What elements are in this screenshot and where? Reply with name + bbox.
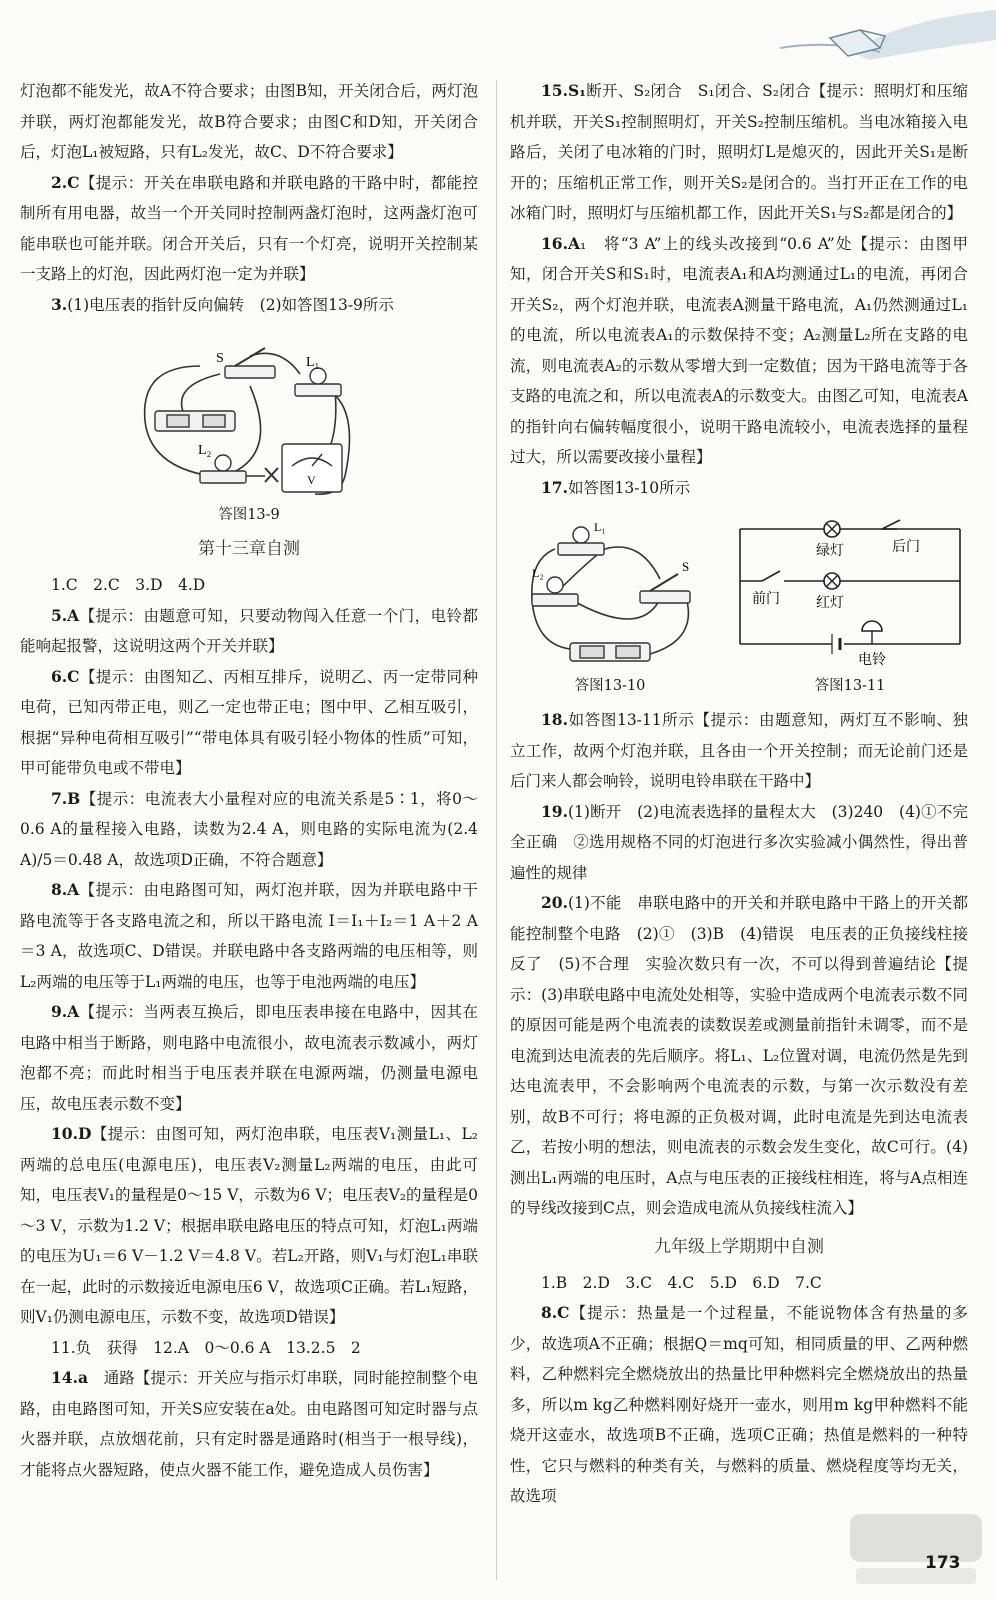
answer-2: 2.C【提示：开关在串联电路和并联电路的干路中时，都能控制所有用电器，故当一个开关同时控制两盏灯泡时，这两盏灯泡可能串联也可能并联。闭合开关后，只有一个灯亮，说明开关控制某一支路上的灯泡，因此两灯泡一定为并联】 [20, 172, 478, 283]
answer-17: 17.如答图13-10所示 [541, 477, 691, 497]
label-lamp-l2: L₂ [532, 566, 544, 580]
label-lamp-l1: L₁ [594, 520, 606, 534]
left-block-1 [20, 76, 478, 320]
label-front-door: 前门 [752, 592, 780, 607]
answer-8: 8.A【提示：由电路图可知，两灯泡并联，因为并联电路中干路电流等于各支路电流之和，所以干路电流 I＝I₁＋I₂＝1 A＋2 A＝3 A，故选项C、D错误。并联电路中各支路两端的电压相等，则L₂两端的电压等于L₁两端的电压，也等于电池两端的电压】 [20, 880, 478, 991]
answer-7: 7.B【提示：电流表大小量程对应的电流关系是5∶1，将0～0.6 A的量程接入电路，读数为2.4 A，则电路的实际电流为(2.4 A)/5＝0.48 A，故选项D正确，不符合题意】 [20, 788, 478, 869]
right-block-2 [510, 705, 968, 1224]
midterm-answer-8: 8.C【提示：热量是一个过程量，不能说物体含有热量的多少，故选项A不正确；根据Q＝mq可知，相同质量的甲、乙两种燃料，乙种燃料完全燃烧放出的热量比甲种燃料完全燃烧放出的热量多，所以m kg乙种燃料刚好烧开一壶水，则用m kg甲种燃料不能烧开这壶水，故选项B不正确，选项C正确；热值是燃料的一种特性，它只与燃料的种类有关，与燃料的质量、燃烧程度等均无关，故选项 [510, 1303, 968, 1505]
circuit-diagram-13-10 [510, 519, 710, 669]
answers-1-4: 1.C 2.C 3.D 4.D [51, 576, 206, 594]
circuit-diagram-13-11 [732, 519, 968, 669]
answer-19: 19.(1)断开 (2)电流表选择的量程太大 (3)240 (4)①不完全正确 ②选用规格不同的灯泡进行多次实验减小偶然性，得出普遍性的规律 [510, 801, 968, 882]
answer-15: 15.S₁断开、S₂闭合 S₁闭合、S₂闭合【提示：照明灯和压缩机并联，开关S₁控制照明灯，开关S₂控制压缩机。当电冰箱接入电路后，关闭了电冰箱的门时，照明灯L是熄灭的，因此开关S₁是断开的；压缩机正常工作，则开关S₂是闭合的。当打开正在工作的电冰箱门时，照明灯与压缩机都工作，因此开关S₁与S₂都是闭合的】 [510, 81, 968, 222]
figure-13-11 [732, 519, 968, 699]
answer-20: 20.(1)不能 串联电路中的开关和并联电路中干路上的开关都能控制整个电路 (2)① (3)B (4)错误 电压表的正负接线柱接反了 (5)不合理 实验次数只有一次，不可以得到普遍结论【提示：(3)串联电路中电流处处相等，实验中造成两个电流表示数不同的原因可能是两个电流表的读数误差或测量前指针未调零，而不是电流到达电流表的先后顺序。将L₁、L₂位置对调，电流仍然是先到达电流表甲，不会影响两个电流表的示数，与第一次示数没有差别，故B不可行；将电源的正负极对调，此时电流是先到达电流表乙，若按小明的想法，则电流表的示数会发生变化，故C可行。(4)测出L₁两端的电压时，A点与电压表的正接线柱相连，将与A点相连的导线改接到C点，则会造成电流从负接线柱流入】 [510, 893, 968, 1217]
section-title-midterm: 九年级上学期期中自测 [654, 1236, 824, 1257]
figure-13-9 [20, 326, 478, 526]
answer-18: 18.如答图13-11所示【提示：由题意知，两灯互不影响、独立工作，故两个灯泡并联，且各由一个开关控制；而无论前门还是后门来人都会响铃，说明电铃串联在干路中】 [510, 710, 968, 790]
midterm-answers-1-7: 1.B 2.D 3.C 4.C 5.D 6.D 7.C [541, 1273, 822, 1292]
label-green-lamp: 绿灯 [816, 544, 844, 559]
corner-logo-icon [846, 1506, 986, 1592]
label-voltmeter-v: V [307, 473, 316, 487]
answers-11-13: 11.负 获得 12.A 0～0.6 A 13.2.5 2 [51, 1338, 361, 1357]
answer-5: 5.A【提示：由题意可知，只要动物闯入任意一个门，电铃都能响起报警，这说明这两个开关并联】 [20, 605, 478, 655]
figure-caption-13-10: 答图13-10 [574, 678, 646, 694]
answer-9: 9.A【提示：当两表互换后，即电压表串接在电路中，因其在电路中相当于断路，则电路中电流很小，故电流表示数减小，两灯泡都不亮；而此时相当于电压表并联在电源两端，仍测量电源电压，故电压表示数不变】 [20, 1002, 478, 1113]
label-back-door: 后门 [892, 540, 920, 555]
right-block-3 [510, 1268, 968, 1512]
label-lamp-l1: L₁ [306, 355, 320, 370]
answer-1-continued: 灯泡都不能发光，故A不符合要求；由图B知，开关闭合后，两灯泡并联，两灯泡都能发光，故B符合要求；由图C和D知，开关闭合后，灯泡L₁被短路，只有L₂发光，故C、D不符合要求】 [20, 82, 478, 161]
answer-6: 6.C【提示：由图知乙、丙相互排斥，说明乙、丙一定带同种电荷，已知丙带正电，则乙一定也带正电；图中甲、乙相互吸引，根据“异种电荷相互吸引”“带电体具有吸引轻小物体的性质”可知，甲可能带负电或不带电】 [20, 666, 478, 777]
page-number: 173 [925, 1553, 961, 1573]
answer-10: 10.D【提示：由图可知，两灯泡串联，电压表V₁测量L₁、L₂两端的总电压(电源电压)，电压表V₂测量L₂两端的电压，由此可知，电压表V₁的量程是0～15 V，示数为6 V；电压表V₂的量程是0～3 V，示数为1.2 V；根据串联电路电压的特点可知，灯泡L₁两端的电压为U₁＝6 V－1.2 V＝4.8 V。若L₂开路，则V₁与灯泡L₁串联在一起，此时的示数接近电源电压6 V，故选项C正确。若L₁短路，则V₁仍测电源电压，示数不变，故选项D错误】 [20, 1124, 478, 1326]
answer-3: 3.(1)电压表的指针反向偏转 (2)如答图13-9所示 [51, 294, 394, 314]
label-switch-s: S [216, 351, 224, 366]
book-header-icon [0, 0, 996, 70]
circuit-diagram-13-9 [20, 326, 478, 498]
right-block-1 [510, 76, 968, 503]
right-column [510, 76, 968, 1512]
figure-caption-13-11: 答图13-11 [814, 678, 886, 694]
column-divider [496, 80, 497, 1580]
section-title-chapter-test: 第十三章自测 [198, 539, 300, 559]
label-red-lamp: 红灯 [816, 596, 844, 611]
label-lamp-l2: L₂ [198, 443, 212, 458]
answer-16: 16.A₁ 将“3 A”上的线头改接到“0.6 A”处【提示：由图甲知，闭合开关S和S₁时，电流表A₁和A均测通过L₁的电流，再闭合开关S₂，两个灯泡并联，电流表A测量干路电流，A₁仍然测通过L₁的电流，所以电流表A₁的示数保持不变；A₂测量L₂所在支路的电流，则电流表A₂的示数从零增大到一定数值；因为干路电流等于各支路的电流之和，所以电流表A的示数变大。由图乙可知，电流表A的指针向右偏转幅度很小，说明干路电流较小，电流表选择的量程过大，所以需要改接小量程】 [510, 233, 968, 466]
figure-row-13-10-13-11 [510, 509, 968, 699]
answer-14: 14.a 通路【提示：开关应与指示灯串联，同时能控制整个电路，由电路图可知，开关S应安装在a处。由电路图可知定时器与点火器并联，点放烟花前，只有定时器是通路时(相当于一根导线)，才能将点火器短路，使点火器不能工作，避免造成人员伤害】 [20, 1368, 478, 1479]
figure-caption-13-9: 答图13-9 [218, 507, 280, 523]
figure-13-10 [510, 519, 710, 699]
left-column [20, 76, 478, 1485]
label-switch-s: S [682, 559, 690, 574]
page-header-decoration [0, 0, 996, 70]
label-bell: 电铃 [858, 653, 886, 668]
left-block-2 [20, 570, 478, 1485]
